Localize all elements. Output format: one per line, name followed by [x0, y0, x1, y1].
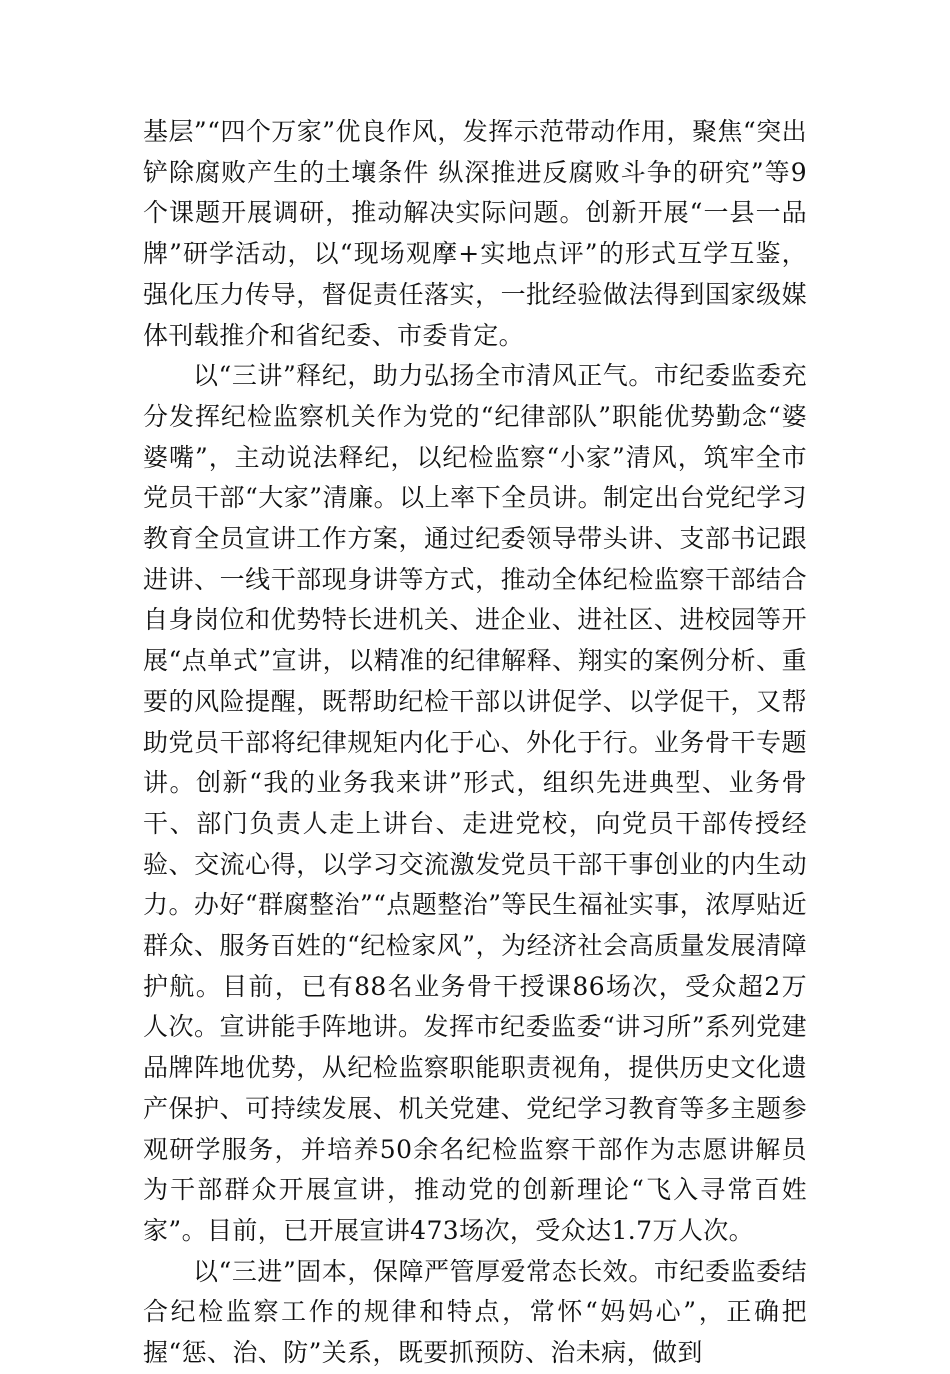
document-body — [143, 112, 807, 1374]
paragraph-three-lectures: 以“三讲”释纪，助力弘扬全市清风正气。市纪委监委充分发挥纪检监察机关作为党的“纪律部队”职能优势勤念“婆婆嘴”，主动说法释纪，以纪检监察“小家”清风，筑牢全市党员干部“大家”清廉。以上率下全员讲。制定出台党纪学习教育全员宣讲工作方案，通过纪委领导带头讲、支部书记跟进讲、一线干部现身讲等方式，推动全体纪检监察干部结合自身岗位和优势特长进机关、进企业、进社区、进校园等开展“点单式”宣讲，以精准的纪律解释、翔实的案例分析、重要的风险提醒，既帮助纪检干部以讲促学、以学促干，又帮助党员干部将纪律规矩内化于心、外化于行。业务骨干专题讲。创新“我的业务我来讲”形式，组织先进典型、业务骨干、部门负责人走上讲台、走进党校，向党员干部传授经验、交流心得，以学习交流激发党员干部干事创业的内生动力。办好“群腐整治”“点题整治”等民生福祉实事，浓厚贴近群众、服务百姓的“纪检家风”，为经济社会高质量发展清障护航。目前，已有88名业务骨干授课86场次，受众超2万人次。宣讲能手阵地讲。发挥市纪委监委“讲习所”系列党建品牌阵地优势，从纪检监察职能职责视角，提供历史文化遗产保护、可持续发展、机关党建、党纪学习教育等多主题参观研学服务，并培养50余名纪检监察干部作为志愿讲解员为干部群众开展宣讲，推动党的创新理论“飞入寻常百姓家”。目前，已开展宣讲473场次，受众达1.7万人次。 — [143, 361, 807, 1245]
paragraph-continued: 基层”“四个万家”优良作风，发挥示范带动作用，聚焦“突出铲除腐败产生的土壤条件 纵深推进反腐败斗争的研究”等9个课题开展调研，推动解决实际问题。创新开展“一县一品牌”研学活动，以“现场观摩+实地点评”的形式互学互鉴，强化压力传导，督促责任落实，一批经验做法得到国家级媒体刊载推介和省纪委、市委肯定。 — [143, 117, 807, 350]
paragraph-three-entries: 以“三进”固本，保障严管厚爱常态长效。市纪委监委结合纪检监察工作的规律和特点，常怀“妈妈心”，正确把握“惩、治、防”关系，既要抓预防、治未病，做到 — [143, 1256, 807, 1368]
